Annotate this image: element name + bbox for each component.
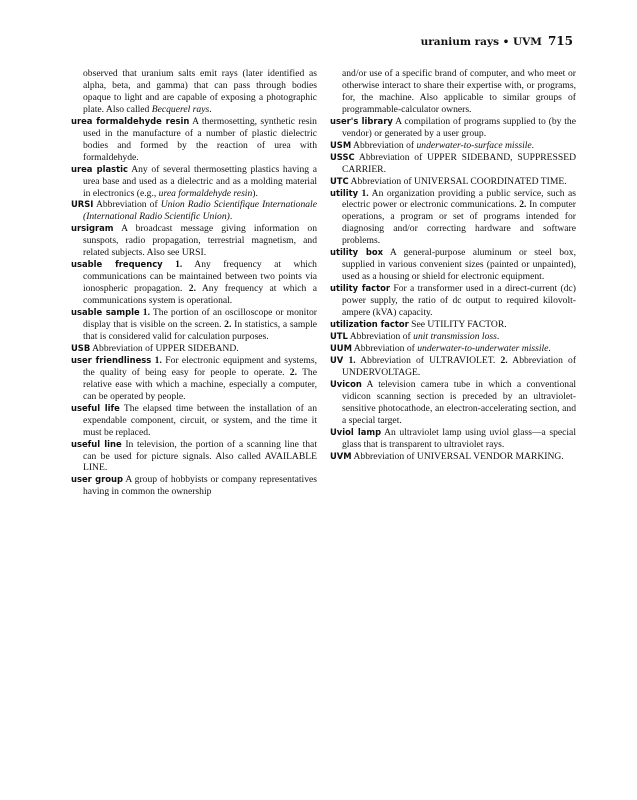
entry-utl: UTL Abbreviation of unit transmission loss. (330, 330, 500, 342)
entry-usm: USM Abbreviation of underwater-to-surface missile. (330, 139, 535, 151)
entry-utilization-factor: utilization factor See UTILITY FACTOR. (330, 319, 507, 331)
entry-useful-line: useful line In television, the portion of a scanning line that can be used for picture signals. Also called AVAILABLE LINE. (71, 438, 317, 474)
left-column (71, 68, 317, 498)
headword: utility factor (330, 283, 391, 294)
entry-user-friendliness: user friendliness 1. For electronic equipment and systems, the quality of being easy for people to operate. 2. The relative ease with which a machine, especially a computer, can be operated by people. (71, 354, 317, 402)
continued-entry-text: and/or use of a specific brand of computer, and who meet or otherwise interact to share their expertise with, or programs, for, the machine. Also applicable to similar groups of programmable-calculator owners. (342, 68, 576, 115)
page-number: 715 (547, 34, 573, 48)
headword: UUM (330, 342, 352, 353)
headword: user group (71, 474, 124, 485)
entry-urea-plastic: urea plastic Any of several thermosetting plastics having a urea base and used as a dielectric and as a molding material in electronics (e.g., urea formaldehyde resin). (71, 163, 317, 199)
headword: urea formaldehyde resin (71, 115, 190, 126)
headword: Uvicon (330, 378, 362, 389)
running-title: uranium rays • UVM (420, 36, 542, 48)
entry-users-library: user's library A compilation of programs supplied to (by the vendor) or generated by a user group. (330, 115, 576, 139)
headword: usable sample (71, 307, 140, 318)
entry-uviol-lamp: Uviol lamp An ultraviolet lamp using uviol glass—a special glass that is transparent to ultraviolet rays. (330, 426, 576, 450)
headword: UTC (330, 175, 349, 186)
headword: utility box (330, 247, 384, 258)
entry-uvm: UVM Abbreviation of UNIVERSAL VENDOR MARKING. (330, 450, 564, 462)
headword: USSC (330, 151, 355, 162)
headword: ursigram (71, 223, 114, 234)
headword: Uviol lamp (330, 426, 382, 437)
headword: UVM (330, 450, 352, 461)
headword: UV (330, 354, 344, 365)
headword: user friendliness (71, 354, 152, 365)
entry-utility-factor: utility factor For a transformer used in a direct-current (dc) power supply, the ratio of dc output to required kilovolt-ampere (kVA) capacity. (330, 283, 577, 319)
headword: utility (330, 187, 359, 198)
entry-urea-formaldehyde-resin: urea formaldehyde resin A thermosetting, synthetic resin used in the manufacture of a number of plastic dielectric bodies and formed by the reaction of urea with formaldehyde. (71, 115, 317, 163)
entry-ussc: USSC Abbreviation of UPPER SIDEBAND, SUPPRESSED CARRIER. (330, 151, 576, 175)
headword: usable frequency (71, 259, 163, 270)
headword: USB (71, 342, 91, 353)
headword: utilization factor (330, 319, 409, 330)
entry-useful-life: useful life The elapsed time between the installation of an expendable component, circuit, or system, and the time it must be replaced. (71, 402, 317, 438)
headword: URSI (71, 199, 94, 210)
continued-entry-text: observed that uranium salts emit rays (later identified as alpha, beta, and gamma) that can pass through bodies opaque to light and are capable of exposing a photographic plate. Also called Becquerel rays. (83, 68, 317, 115)
entry-uv: UV 1. Abbreviation of ULTRAVIOLET. 2. Abbreviation of UNDERVOLTAGE. (330, 354, 577, 378)
entry-usb: USB Abbreviation of UPPER SIDEBAND. (71, 342, 239, 354)
entry-user-group: user group A group of hobbyists or company representatives having in common the ownership (71, 474, 318, 498)
headword: useful life (71, 402, 120, 413)
right-column (330, 68, 576, 462)
headword: urea plastic (71, 163, 128, 174)
entry-ursi: URSI Abbreviation of Union Radio Scientifique Internationale (International Radio Scientific Union). (71, 199, 317, 223)
running-head (421, 34, 573, 48)
headword: UTL (330, 330, 348, 341)
entry-utility: utility 1. An organization providing a public service, such as electric power or electronic communications. 2. In computer operations, a program or set of programs intended for diagnosing and/or correcting hardware and software problems. (330, 187, 577, 247)
headword: user's library (330, 115, 393, 126)
entry-usable-sample: usable sample 1. The portion of an oscilloscope or monitor display that is visible on the screen. 2. In statistics, a sample that is considered valid for calculation purposes. (71, 307, 318, 342)
entry-usable-frequency: usable frequency 1. Any frequency at which communications can be maintained between two points via ionospheric propagation. 2. Any frequency at which a communications system is operational. (71, 259, 317, 307)
entry-utc: UTC Abbreviation of UNIVERSAL COORDINATED TIME. (330, 175, 567, 187)
entry-uum: UUM Abbreviation of underwater-to-underwater missile. (330, 342, 551, 354)
entry-ursigram: ursigram A broadcast message giving information on sunspots, radio propagation, terrestrial magnetism, and related subjects. Also see URSI. (71, 223, 317, 259)
entry-utility-box: utility box A general-purpose aluminum or steel box, supplied in various convenient sizes (painted or unpainted), used as a housing or shield for electronic equipment. (330, 247, 576, 283)
headword: useful line (71, 438, 122, 449)
headword: USM (330, 139, 352, 150)
entry-uvicon: Uvicon A television camera tube in which a conventional vidicon scanning section is preceded by an ultraviolet-sensitive photocathode, an electron-accelerating section, and a special target. (330, 378, 576, 426)
